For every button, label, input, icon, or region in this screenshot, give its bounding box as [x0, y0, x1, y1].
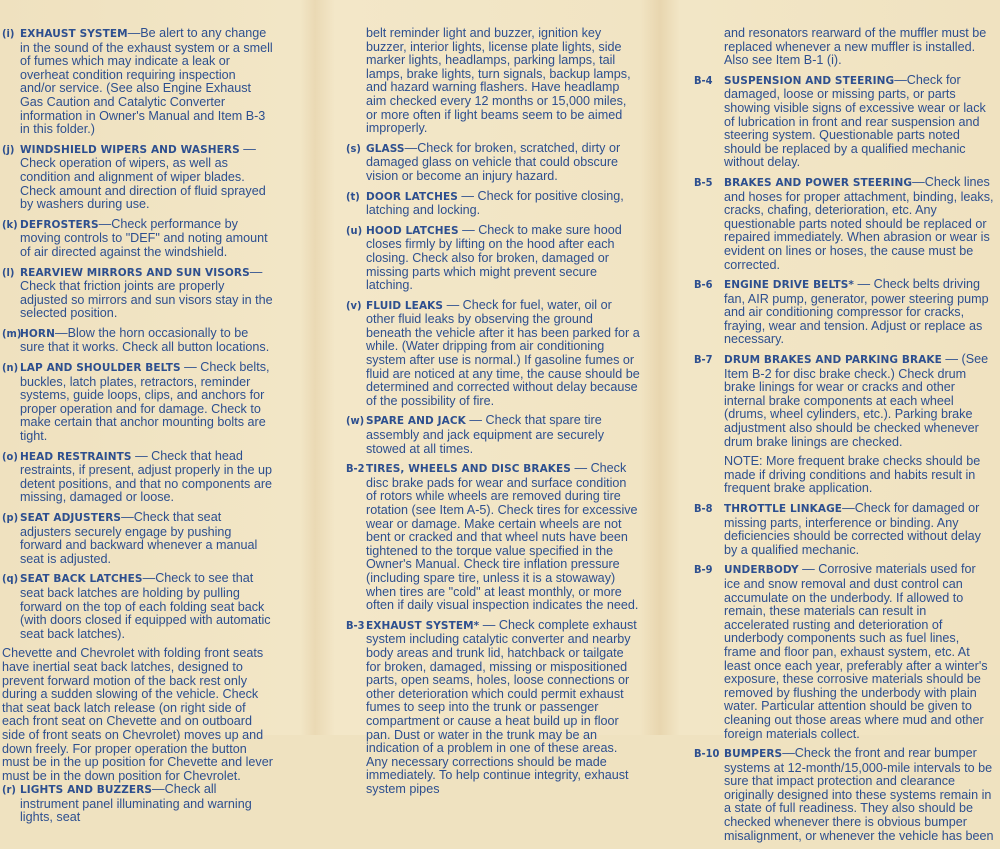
item-heading: EXHAUST SYSTEM — [20, 28, 128, 40]
checklist-item — [694, 353, 994, 449]
checklist-item — [346, 224, 640, 293]
item-label: (v) — [346, 298, 362, 312]
checklist-item — [694, 278, 994, 347]
item-body: — (See Item B-2 for disc brake check.) Check drum brake linings for wear or cracks and other internal brake components at each wheel (drums, wheel cylinders, etc.). Parking brake adjustment also should be checked whenever drum brake linings are checked. — [724, 352, 989, 449]
item-label: (o) — [2, 449, 18, 463]
item-label: (u) — [346, 223, 363, 237]
column-left — [2, 27, 274, 831]
item-text — [724, 74, 994, 170]
item-body: — Check complete exhaust system including catalytic converter and nearby body areas and trunk lid, hatchback or tailgate for broken, damaged, missing or mispositioned parts, open seams, holes, loose connections or other deterioration which could permit exhaust fumes to seep into the trunk or passenger compartment or cause a heat build up in floor pan. Dust or water in the trunk may be an indication of a problem in one of these areas. Any necessary corrections should be made immediately. To help continue integrity, exhaust system pipes — [366, 617, 637, 796]
item-heading: WINDSHIELD WIPERS AND WASHERS — [20, 143, 240, 156]
checklist-item — [346, 414, 640, 456]
item-body: belt reminder light and buzzer, ignition key buzzer, interior lights, license plate lights, side marker lights, headlamps, parking lamps, tail lamps, brake lights, turn signals, backup lamps, and hazard warning flashers. Have headlamp aim checked every 12 months or 15,000 miles, or more often if light beams seem to be aimed improperly. — [366, 26, 631, 136]
item-label: B-2 — [346, 462, 365, 476]
checklist-item — [694, 74, 994, 170]
item-heading: TIRES, WHEELS AND DISC BRAKES — [366, 463, 571, 476]
item-text — [724, 455, 994, 496]
item-text — [20, 27, 274, 137]
checklist-item — [366, 27, 640, 136]
item-text — [366, 142, 640, 184]
item-text — [20, 511, 274, 566]
checklist-item — [346, 299, 640, 409]
checklist-item — [346, 619, 640, 797]
item-text — [366, 299, 640, 409]
item-text — [20, 327, 274, 355]
item-heading: HOOD LATCHES — [366, 224, 459, 237]
item-text — [366, 190, 640, 218]
item-label: (k) — [2, 217, 18, 231]
item-label: (m) — [2, 326, 22, 340]
item-label: B-8 — [694, 502, 713, 515]
checklist-item — [694, 747, 994, 843]
item-label: (w) — [346, 414, 365, 428]
item-body: — Check that head restraints, if present, adjust properly in the up detent positions, and that no components are missing, damaged or loose. — [20, 448, 273, 505]
item-text — [724, 27, 994, 68]
item-text — [366, 619, 640, 797]
item-body: —Check to see that seat back latches are holding by pulling forward on the top of each folding seat back (with doors closed if equipped with automatic seat back latches). — [20, 571, 271, 641]
item-text — [366, 462, 640, 613]
item-text — [724, 278, 994, 347]
item-text — [366, 27, 640, 136]
checklist-item — [346, 142, 640, 184]
item-label: (n) — [2, 361, 19, 375]
item-label: B-9 — [694, 563, 713, 577]
item-label: (t) — [346, 189, 360, 203]
item-label: B-5 — [694, 175, 713, 189]
item-heading: SUSPENSION AND STEERING — [724, 74, 895, 87]
checklist-item — [2, 450, 274, 505]
checklist-item — [2, 361, 274, 444]
column-middle — [346, 27, 640, 802]
item-label: (s) — [346, 141, 361, 155]
item-body: — Check for fuel, water, oil or other fluid leaks by observing the ground beneath the vehicle after it has been parked for a while. (Water dripping from air conditioning system after use is normal.) If gasoline fumes or fluid are noticed at any time, the cause should be determined and corrected without delay because of the possibility of fire. — [366, 297, 640, 408]
item-body: —Blow the horn occasionally to be sure that it works. Check all button locations. — [20, 325, 270, 355]
checklist-item — [2, 27, 274, 137]
checklist-item — [694, 563, 994, 741]
item-body: — Check that spare tire assembly and jack equipment are securely stowed at all times. — [366, 413, 605, 456]
item-body: — Check to make sure hood closes firmly by lifting on the hood after each closing. Check also for broken, damaged or missing parts which might prevent secure latching. — [366, 222, 622, 293]
item-text — [724, 747, 994, 843]
item-text — [20, 450, 274, 505]
item-heading: BRAKES AND POWER STEERING — [724, 176, 913, 189]
item-body: — Check operation of wipers, as well as condition and alignment of wiper blades. Check amount and direction of fluid sprayed by washers during use. — [20, 141, 266, 212]
checklist-item — [2, 572, 274, 641]
item-label: B-6 — [694, 278, 713, 292]
item-text — [2, 647, 274, 783]
item-heading: HORN — [20, 327, 55, 340]
item-heading: FLUID LEAKS — [366, 299, 444, 312]
checklist-item — [694, 176, 994, 272]
item-text — [20, 218, 274, 260]
item-heading: SEAT BACK LATCHES — [20, 573, 143, 586]
checklist-item — [724, 455, 994, 496]
item-body: and resonators rearward of the muffler must be replaced whenever a new muffler is installed. Also see Item B-1 (i). — [724, 26, 987, 68]
item-text — [20, 572, 274, 641]
item-label: B-4 — [694, 73, 713, 87]
item-heading: LIGHTS AND BUZZERS — [20, 784, 153, 797]
item-body: —Check for broken, scratched, dirty or damaged glass on vehicle that could obscure vision or become an injury hazard. — [366, 140, 621, 183]
item-body: —Check for damaged, loose or missing parts, or parts showing visible signs of excessive wear or lack of lubrication in front and rear suspension and steering system. Questionable parts noted should be replaced by a qualified mechanic without delay. — [724, 72, 986, 170]
item-heading: GLASS — [366, 142, 405, 155]
item-body: — Check belts driving fan, AIR pump, generator, power steering pump and air conditioning compressor for cracks, fraying, wear and tension. Adjust or replace as necessary. — [724, 277, 989, 347]
item-text — [20, 783, 274, 825]
item-heading: SPARE AND JACK — [366, 415, 466, 428]
item-heading: REARVIEW MIRRORS AND SUN VISORS — [20, 266, 250, 279]
item-heading: ENGINE DRIVE BELTS* — [724, 279, 855, 292]
item-body: Chevette and Chevrolet with folding front seats have inertial seat back latches, designed to prevent forward motion of the back rest only during a sudden slowing of the vehicle. Check that seat back latch release (on right side of each front seat on Chevette and on outboard side of front seats on Chevrolet) moves up and down freely. For proper operation the button must be in the up position for Chevette and lever must be in the down position for Chevrolet. — [2, 646, 273, 783]
item-text — [724, 502, 994, 557]
item-text — [20, 143, 274, 212]
checklist-item — [346, 190, 640, 218]
checklist-item — [2, 266, 274, 321]
item-body: —Check the front and rear bumper systems at 12-month/15,000-mile intervals to be sure that impact protection and clearance originally designed into these systems remain in a state of full readiness. They also should be checked whenever there is obvious bumper misalignment, or whenever the vehicle has been — [724, 746, 994, 843]
item-text — [366, 414, 640, 456]
item-body: —Check performance by moving controls to "DEF" and noting amount of air directed against the windshield. — [20, 216, 268, 259]
item-heading: DRUM BRAKES AND PARKING BRAKE — [724, 354, 942, 367]
item-heading: UNDERBODY — [724, 564, 799, 577]
item-text — [366, 224, 640, 293]
item-body: — Check disc brake pads for wear and surface condition of rotors while wheels are removed during tire rotation (see Item A-5). Check tires for excessive wear or damage. Make certain wheels are not bent or cracked and that wheel nuts have been tightened to the torque value specified in the Owner's Manual. Check tire inflation pressure (including spare tire, unless it is a stowaway) when tires are "cold" at least monthly, or more often if daily visual inspection indicates the need. — [366, 461, 639, 613]
item-label: (j) — [2, 142, 15, 156]
item-text — [20, 361, 274, 444]
item-body: —Be alert to any change in the sound of the exhaust system or a smell of fumes which may indicate a leak or overheat condition requiring inspection and/or service. (See also Engine Exhaust Gas Caution and Catalytic Converter information in Owner's Manual and Item B-3 in this folder.) — [20, 26, 273, 137]
column-right — [694, 27, 994, 849]
checklist-item — [2, 511, 274, 566]
item-label: B-10 — [694, 747, 720, 761]
checklist-item — [2, 783, 274, 825]
item-label: (l) — [2, 265, 15, 279]
item-text — [724, 563, 994, 741]
item-body: — Check for positive closing, latching and locking. — [366, 188, 624, 218]
item-body: —Check lines and hoses for proper attachment, binding, leaks, cracks, chafing, deterioration, etc. Any questionable parts noted should be replaced or repaired immediately. When abrasion or wear is evident on lines or hoses, the cause must be corrected. — [724, 174, 994, 272]
item-label: (i) — [2, 27, 15, 40]
item-heading: DEFROSTERS — [20, 218, 99, 231]
checklist-item — [2, 143, 274, 212]
item-body: NOTE: More frequent brake checks should be made if driving conditions and habits result in frequent brake application. — [724, 454, 981, 496]
checklist-item — [346, 462, 640, 613]
item-body: —Check that friction joints are properly adjusted so mirrors and sun visors stay in the selected position. — [20, 264, 273, 321]
item-heading: DOOR LATCHES — [366, 190, 458, 203]
item-body: —Check that seat adjusters securely engage by pushing forward and backward whenever a manual seat is adjusted. — [20, 510, 258, 566]
item-body: —Check for damaged or missing parts, interference or binding. Any deficiencies should be corrected without delay by a qualified mechanic. — [724, 501, 981, 557]
item-body: — Corrosive materials used for ice and snow removal and dust control can accumulate on the underbody. If allowed to remain, these materials can result in accelerated rusting and deterioration of underbody components such as fuel lines, frame and floor pan, exhaust system, etc. At least once each year, preferably after a winter's exposure, these corrosive materials should be removed by flushing the underbody with plain water. Particular attention should be given to cleaning out those areas where mud and other foreign materials collect. — [724, 562, 988, 741]
checklist-item — [2, 647, 274, 783]
item-label: (r) — [2, 783, 16, 797]
item-heading: SEAT ADJUSTERS — [20, 512, 122, 524]
item-label: B-3 — [346, 618, 365, 632]
item-heading: BUMPERS — [724, 748, 783, 761]
checklist-item — [2, 327, 274, 355]
item-label: (p) — [2, 511, 19, 524]
item-body: —Check all instrument panel illuminating and warning lights, seat — [20, 782, 252, 825]
item-label: (q) — [2, 572, 19, 586]
item-heading: THROTTLE LINKAGE — [724, 503, 843, 515]
checklist-item — [2, 218, 274, 260]
item-heading: EXHAUST SYSTEM* — [366, 619, 480, 632]
item-text — [20, 266, 274, 321]
item-heading: HEAD RESTRAINTS — [20, 450, 132, 463]
item-heading: LAP AND SHOULDER BELTS — [20, 362, 181, 375]
item-label: B-7 — [694, 353, 713, 367]
checklist-item — [724, 27, 994, 68]
item-body: — Check belts, buckles, latch plates, retractors, reminder systems, guide loops, clips, and anchors for proper operation and for damage. Check to make certain that anchor mounting bolts are tight. — [20, 360, 270, 444]
item-text — [724, 176, 994, 272]
item-text — [724, 353, 994, 449]
checklist-item — [694, 502, 994, 557]
